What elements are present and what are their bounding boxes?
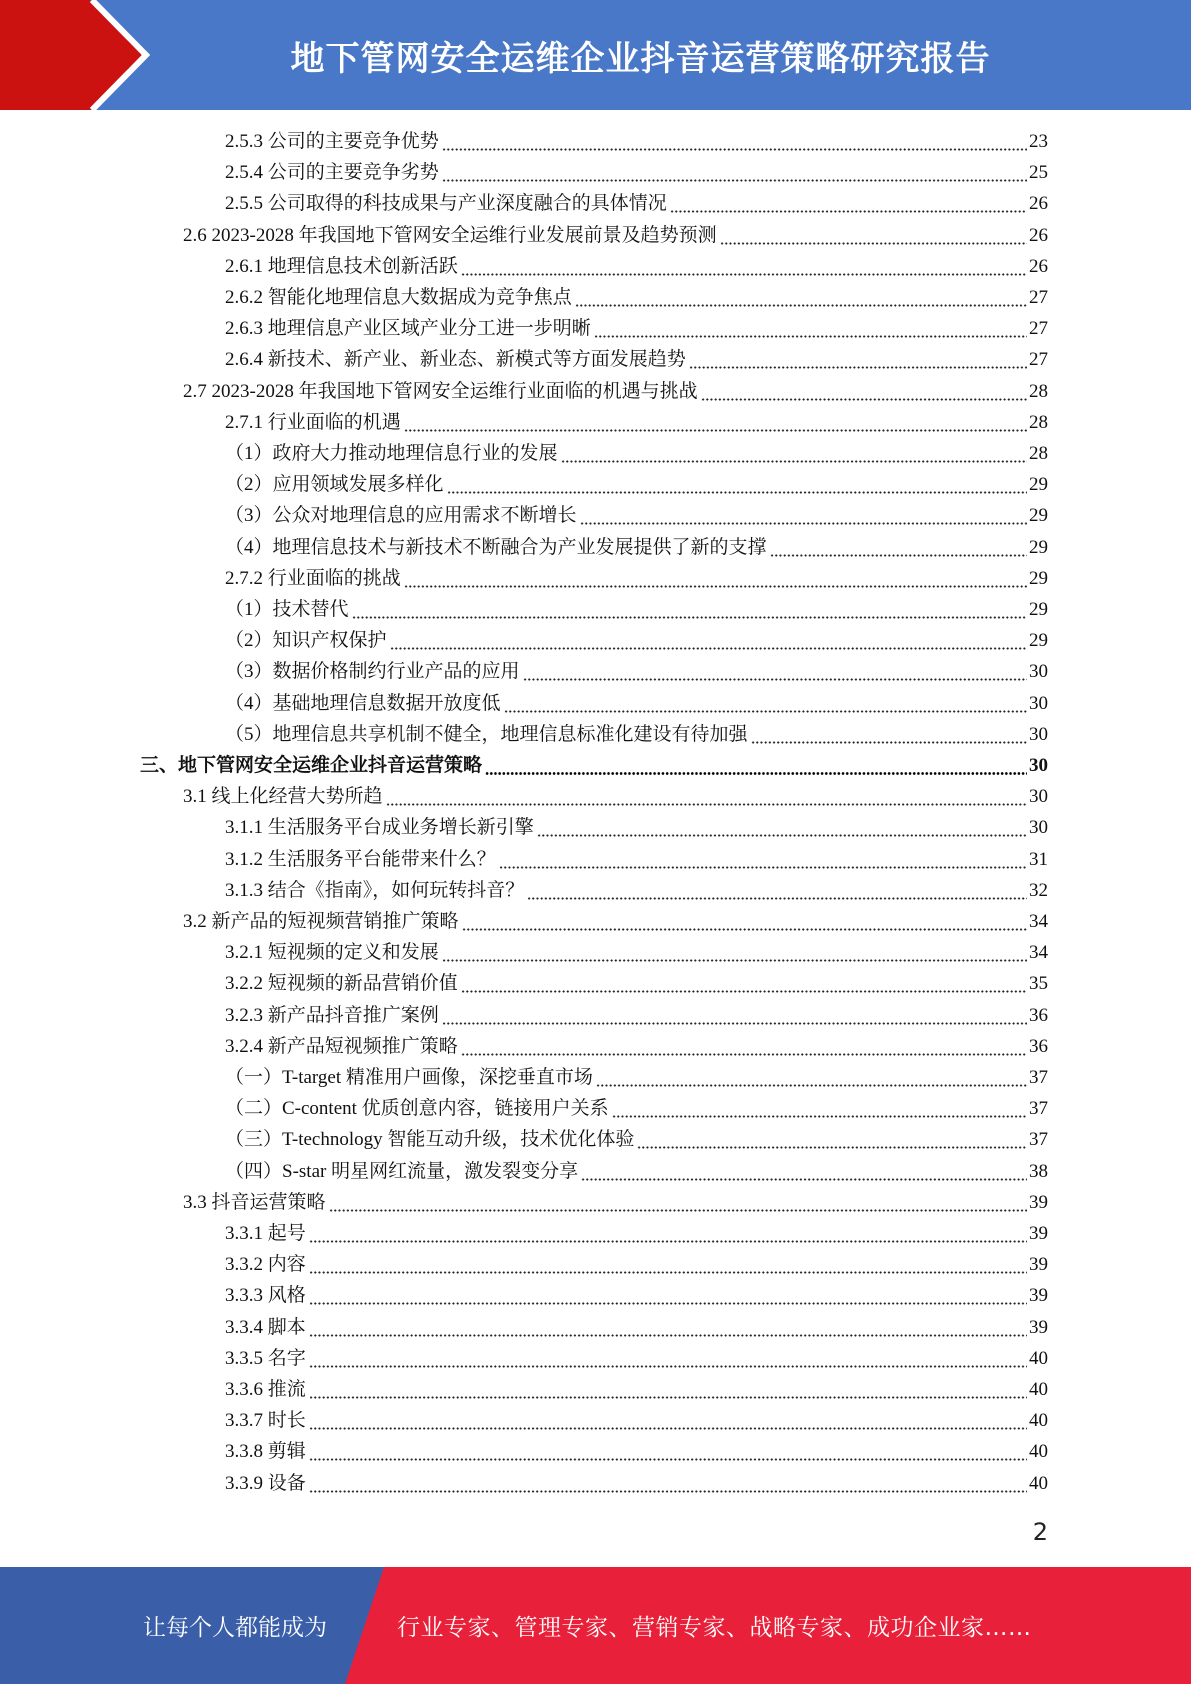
toc-entry-title: （3）数据价格制约行业产品的应用 (225, 661, 520, 683)
toc-entry-title: 2.6.1 地理信息技术创新活跃 (225, 255, 458, 277)
toc-entry[interactable] (225, 1468, 1048, 1499)
toc-entry-title: 2.7.2 行业面临的挑战 (225, 567, 401, 589)
toc-entry[interactable] (225, 594, 1048, 625)
toc-entry-page: 26 (1029, 255, 1048, 277)
toc-entry[interactable] (225, 1343, 1048, 1374)
toc-entry[interactable] (225, 1405, 1048, 1436)
toc-entry[interactable] (225, 500, 1048, 531)
toc-dot-leader (447, 469, 1027, 500)
toc-entry-page: 29 (1029, 505, 1048, 527)
toc-entry-page: 37 (1029, 1098, 1048, 1120)
toc-entry[interactable] (225, 344, 1048, 375)
toc-entry[interactable] (225, 563, 1048, 594)
toc-dot-leader (523, 656, 1027, 687)
toc-entry-title: 3.3.1 起号 (225, 1223, 306, 1244)
toc-entry-page: 40 (1029, 1410, 1048, 1432)
toc-entry-title: 2.6.4 新技术、新产业、新业态、新模式等方面发展趋势 (225, 349, 686, 371)
toc-entry[interactable] (225, 532, 1048, 563)
toc-entry[interactable] (225, 1249, 1048, 1280)
toc-entry-page: 39 (1029, 1316, 1048, 1338)
toc-entry-title: 3.1.3 结合《指南》，如何玩转抖音？ (225, 879, 525, 901)
toc-entry[interactable] (225, 282, 1048, 313)
toc-entry[interactable] (225, 251, 1048, 282)
toc-dot-leader (537, 812, 1027, 843)
toc-dot-leader (442, 157, 1027, 188)
toc-entry-page: 27 (1029, 318, 1048, 340)
toc-dot-leader (404, 407, 1027, 438)
toc-entry-title: （2）知识产权保护 (225, 630, 387, 652)
toc-dot-leader (670, 188, 1027, 219)
toc-dot-leader (442, 937, 1027, 968)
toc-dot-leader (309, 1280, 1027, 1311)
toc-entry-page: 38 (1029, 1160, 1048, 1182)
toc-entry[interactable] (225, 719, 1048, 750)
toc-entry-page: 27 (1029, 349, 1048, 371)
toc-dot-leader (581, 1156, 1027, 1187)
toc-dot-leader (770, 532, 1027, 563)
toc-dot-leader (612, 1093, 1027, 1124)
toc-entry-title: 3.3.5 名字 (225, 1347, 306, 1369)
toc-entry-title: 3.3.8 剪辑 (225, 1441, 306, 1463)
toc-entry[interactable] (225, 469, 1048, 500)
toc-entry[interactable] (225, 937, 1048, 968)
toc-entry-title: 3.2.4 新产品短视频推广策略 (225, 1035, 458, 1057)
toc-dot-leader (442, 1000, 1027, 1031)
toc-entry-page: 29 (1029, 599, 1048, 620)
page-footer (0, 1567, 1191, 1684)
toc-dot-leader (561, 438, 1027, 469)
toc-entry-page: 28 (1029, 411, 1048, 433)
toc-entry-page: 39 (1029, 1285, 1048, 1307)
toc-entry-page: 37 (1029, 1067, 1048, 1088)
toc-dot-leader (309, 1249, 1027, 1280)
toc-entry-page: 29 (1029, 536, 1048, 558)
toc-entry-page: 30 (1029, 817, 1048, 839)
toc-entry-title: 2.6.3 地理信息产业区域产业分工进一步明晰 (225, 318, 591, 340)
toc-entry-page: 32 (1029, 879, 1048, 901)
toc-entry[interactable] (225, 1124, 1048, 1155)
toc-dot-leader (637, 1124, 1027, 1155)
toc-entry-page: 30 (1029, 661, 1048, 683)
toc-dot-leader (442, 126, 1027, 157)
toc-entry-page: 40 (1029, 1441, 1048, 1463)
toc-entry[interactable] (225, 1000, 1048, 1031)
toc-entry-page: 30 (1029, 755, 1048, 776)
toc-entry-title: 3.2.2 短视频的新品营销价值 (225, 973, 458, 995)
toc-entry-title: 2.6 2023-2028 年我国地下管网安全运维行业发展前景及趋势预测 (183, 224, 717, 246)
toc-entry[interactable] (183, 906, 1048, 937)
toc-entry-title: 3.2 新产品的短视频营销推广策略 (183, 911, 459, 932)
toc-entry-title: 3.1.2 生活服务平台能带来什么？ (225, 848, 496, 870)
toc-entry-title: 三、地下管网安全运维企业抖音运营策略 (140, 755, 483, 776)
toc-entry-page: 30 (1029, 692, 1048, 714)
toc-entry[interactable] (225, 1280, 1048, 1311)
toc-entry-title: （三）T-technology 智能互动升级，技术优化体验 (225, 1129, 635, 1151)
toc-entry[interactable] (225, 656, 1048, 687)
toc-entry[interactable] (225, 1093, 1048, 1124)
toc-dot-leader (390, 625, 1027, 656)
toc-entry-page: 39 (1029, 1223, 1048, 1244)
toc-entry-page: 27 (1029, 287, 1048, 308)
toc-dot-leader (309, 1343, 1027, 1374)
toc-entry-title: 2.6.2 智能化地理信息大数据成为竞争焦点 (225, 287, 572, 308)
toc-entry[interactable] (225, 1031, 1048, 1062)
toc-dot-leader (701, 376, 1027, 407)
toc-entry-title: （二）C-content 优质创意内容，链接用户关系 (225, 1098, 609, 1120)
toc-entry-page: 34 (1029, 942, 1048, 964)
toc-entry-page: 40 (1029, 1472, 1048, 1494)
toc-entry-page: 28 (1029, 443, 1048, 464)
toc-dot-leader (329, 1187, 1027, 1218)
toc-entry-page: 37 (1029, 1129, 1048, 1151)
toc-dot-leader (309, 1218, 1027, 1249)
toc-entry[interactable] (225, 812, 1048, 843)
toc-entry-page: 36 (1029, 1035, 1048, 1057)
toc-entry-page: 26 (1029, 224, 1048, 246)
toc-entry-title: （一）T-target 精准用户画像，深挖垂直市场 (225, 1067, 593, 1088)
toc-entry-page: 30 (1029, 786, 1048, 808)
toc-entry[interactable] (225, 1062, 1048, 1093)
toc-entry[interactable] (225, 968, 1048, 999)
toc-entry-title: （5）地理信息共享机制不健全，地理信息标准化建设有待加强 (225, 723, 748, 745)
toc-entry[interactable] (225, 126, 1048, 157)
toc-dot-leader (404, 563, 1027, 594)
toc-entry[interactable] (225, 625, 1048, 656)
toc-entry-title: （3）公众对地理信息的应用需求不断增长 (225, 505, 577, 527)
toc-entry[interactable] (183, 1187, 1048, 1218)
toc-entry[interactable] (225, 407, 1048, 438)
toc-entry[interactable] (225, 844, 1048, 875)
toc-entry[interactable] (225, 875, 1048, 906)
toc-entry-page: 35 (1029, 973, 1048, 995)
toc-entry-title: 3.3.7 时长 (225, 1410, 306, 1432)
toc-dot-leader (462, 906, 1027, 937)
header-arrow-decoration (0, 0, 150, 110)
toc-dot-leader (461, 968, 1027, 999)
toc-entry-title: 2.5.4 公司的主要竞争劣势 (225, 162, 439, 184)
toc-entry[interactable] (183, 220, 1048, 251)
toc-dot-leader (309, 1405, 1027, 1436)
page-header (0, 0, 1191, 110)
toc-dot-leader (309, 1374, 1027, 1405)
toc-entry[interactable] (225, 188, 1048, 219)
toc-entry-title: 3.1 线上化经营大势所趋 (183, 786, 383, 808)
toc-entry-title: 3.3 抖音运营策略 (183, 1191, 326, 1213)
toc-dot-leader (596, 1062, 1027, 1093)
toc-entry-page: 39 (1029, 1191, 1048, 1213)
toc-entry-page: 31 (1029, 848, 1048, 870)
toc-entry[interactable] (225, 1218, 1048, 1249)
toc-entry[interactable] (225, 157, 1048, 188)
report-title: 地下管网安全运维企业抖音运营策略研究报告 (290, 38, 991, 79)
toc-dot-leader (309, 1312, 1027, 1343)
toc-dot-leader (575, 282, 1027, 313)
toc-entry-title: 2.7.1 行业面临的机遇 (225, 411, 401, 433)
toc-entry-page: 39 (1029, 1254, 1048, 1276)
toc-dot-leader (720, 220, 1027, 251)
toc-dot-leader (504, 688, 1027, 719)
toc-entry-page: 40 (1029, 1347, 1048, 1369)
toc-entry-page: 40 (1029, 1379, 1048, 1400)
toc-entry-title: 3.3.3 风格 (225, 1285, 306, 1307)
toc-entry[interactable] (225, 1436, 1048, 1467)
toc-entry-page: 23 (1029, 131, 1048, 152)
toc-entry[interactable] (140, 750, 1048, 781)
toc-entry-title: （2）应用领域发展多样化 (225, 474, 444, 496)
toc-dot-leader (352, 594, 1027, 625)
footer-slogan-right: 行业专家、管理专家、营销专家、战略专家、成功企业家…… (397, 1615, 1032, 1641)
toc-entry-title: （1）技术替代 (225, 599, 349, 620)
toc-entry-title: 3.3.6 推流 (225, 1379, 306, 1400)
toc-dot-leader (527, 875, 1027, 906)
toc-entry-page: 25 (1029, 162, 1048, 184)
toc-entry-title: 2.5.5 公司取得的科技成果与产业深度融合的具体情况 (225, 193, 667, 215)
toc-dot-leader (499, 844, 1027, 875)
toc-entry-title: 3.2.3 新产品抖音推广案例 (225, 1004, 439, 1026)
toc-entry[interactable] (183, 376, 1048, 407)
toc-dot-leader (461, 1031, 1027, 1062)
toc-dot-leader (689, 344, 1027, 375)
toc-entry-title: 3.1.1 生活服务平台成业务增长新引擎 (225, 817, 534, 839)
toc-dot-leader (309, 1468, 1027, 1499)
toc-entry-page: 26 (1029, 193, 1048, 215)
toc-dot-leader (309, 1436, 1027, 1467)
toc-dot-leader (751, 719, 1027, 750)
toc-entry-title: 3.3.9 设备 (225, 1472, 306, 1494)
toc-entry-page: 29 (1029, 630, 1048, 652)
toc-entry-page: 29 (1029, 567, 1048, 589)
toc-dot-leader (594, 313, 1027, 344)
toc-dot-leader (461, 251, 1027, 282)
toc-entry-page: 36 (1029, 1004, 1048, 1026)
toc-entry-title: 3.2.1 短视频的定义和发展 (225, 942, 439, 964)
toc-entry-title: （四）S-star 明星网红流量，激发裂变分享 (225, 1160, 579, 1182)
toc-entry-title: （4）地理信息技术与新技术不断融合为产业发展提供了新的支撑 (225, 536, 767, 558)
toc-dot-leader (580, 500, 1027, 531)
toc-entry-page: 34 (1029, 911, 1048, 932)
toc-entry-page: 29 (1029, 474, 1048, 496)
toc-entry-title: 3.3.2 内容 (225, 1254, 306, 1276)
toc-entry-page: 30 (1029, 723, 1048, 745)
page-number: 2 (1032, 1518, 1048, 1546)
toc-entry-title: （1）政府大力推动地理信息行业的发展 (225, 443, 558, 464)
footer-slogan-left: 让每个人都能成为 (143, 1615, 327, 1641)
toc-entry-title: 3.3.4 脚本 (225, 1316, 306, 1338)
toc-dot-leader (485, 750, 1027, 781)
toc-entry[interactable] (225, 1374, 1048, 1405)
toc-dot-leader (386, 781, 1027, 812)
toc-entry-title: 2.5.3 公司的主要竞争优势 (225, 131, 439, 152)
toc-entry[interactable] (225, 1156, 1048, 1187)
toc-entry-title: （4）基础地理信息数据开放度低 (225, 692, 501, 714)
toc-entry[interactable] (225, 438, 1048, 469)
toc-entry[interactable] (183, 781, 1048, 812)
toc-entry-title: 2.7 2023-2028 年我国地下管网安全运维行业面临的机遇与挑战 (183, 380, 698, 402)
toc-entry-page: 28 (1029, 380, 1048, 402)
toc-entry[interactable] (225, 1312, 1048, 1343)
toc-entry[interactable] (225, 688, 1048, 719)
toc-entry[interactable] (225, 313, 1048, 344)
